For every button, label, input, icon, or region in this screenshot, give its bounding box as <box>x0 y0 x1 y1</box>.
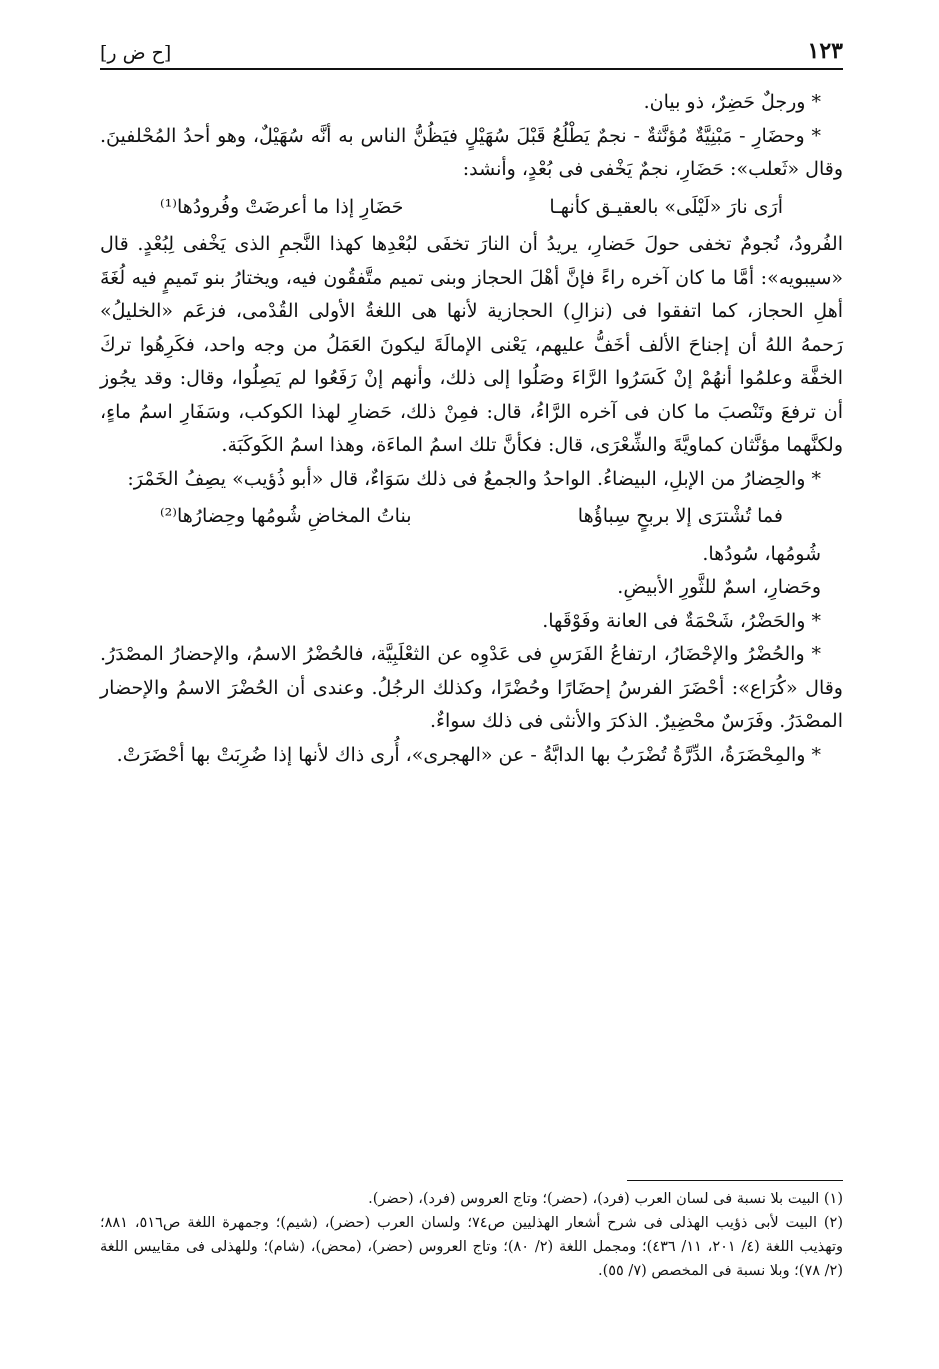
footnote: (٢) البيت لأبى ذؤيب الهذلى فى شرح أشعار الهذليين ص٧٤؛ ولسان العرب (حضر)، (شيم)؛ وجمهرة اللغة ص٥١٦، ٨٨١؛ وتهذيب اللغة (٤/ ٢٠١، ١١/ ٤٣٦)؛ ومجمل اللغة (٢/ ٨٠)؛ وتاج العروس (حضر)، (محض)، (شام)؛ وللهذلى فى مقاييس اللغة (٢/ ٧٨)؛ وبلا نسبة فى المخصص (٧/ ٥٥). <box>100 1215 843 1279</box>
footnotes <box>100 1180 843 1283</box>
root-letters: [ح ض ر] <box>100 42 172 64</box>
footnote: (١) البيت بلا نسبة فى لسان العرب (فرد)، (حضر)؛ وتاج العروس (فرد)، (حضر). <box>368 1191 843 1207</box>
page-number: ١٢٣ <box>807 38 843 64</box>
paragraph: * والحِضارُ من الإبلِ، البيضاءُ. الواحدُ والجمعُ فى ذلك سَوَاءٌ، قال «أبو ذُؤيب» يصِفُ الخَمْرَ: <box>127 467 821 490</box>
main-text <box>100 86 843 772</box>
paragraph: وحَضارِ، اسمٌ للثَّورِ الأبيضِ. <box>617 576 821 598</box>
page-header <box>100 30 843 70</box>
paragraph: * والحُضْرُ والإحْضَارُ، ارتفاعُ الفَرَسِ فى عَدْوِه عن الثعْلَبِيَّة، فالحُضْرُ الاسمُ، والإحضارُ المصْدَرُ. وقال «كُرَاع»: أحْضَرَ الفرسُ إحضَارًا وحُضْرًا، وكذلك الرجُلُ. وعندى أن الحُضْرَ الاسمُ والإحضار المصْدَرُ. وفَرَسٌ محْضِيرٌ. الذكرَ والأنثى فى ذلك سواءٌ. <box>100 643 843 732</box>
verse-hemistich-right: فما تُشْترَى إلا بربحٍ سِباؤُها <box>577 505 783 527</box>
paragraph: * والحَضْرُ، شَحْمَةٌ فى العانة وفَوْقَها. <box>542 609 821 632</box>
verse-hemistich-left: بناتُ المخاضِ شُومُها وحِضارُها⁽²⁾ <box>160 505 412 527</box>
paragraph: * والمِحْضَرَةُ، الدِّرَّةُ تُضْرَبُ بها الدابَّةُ - عن «الهجرى»، أُرى ذاك لأنها إذا ضُرِبَتْ بها أحْضَرَتْ. <box>116 743 821 766</box>
paragraph: الفُرودُ، نُجومٌ تخفى حولَ حَضارِ، يريدُ أن النارَ تخفَى لبُعْدِها كهذا النَّجمِ الذى يَخْفى لِبُعْدٍ. قال «سيبويه»: أمَّا ما كان آخره راءً فإنَّ أهْلَ الحجاز وبنى تميم متَّفقُون فيه، ويختارُ بنو تَميمٍ فيه لُغَةَ أهلِ الحجاز، كما اتفقوا فى (نزالِ) الحجازية لأنها هى اللغةُ الأولى القُدْمى، فزعَم «الخليلُ» رَحمهُ اللهُ أن إجناحَ الألف أخَفُّ عليهم، يَعْنى الإمالَةَ ليكونَ العَمَلُ من وجه واحد، فكَرِهُوا تركَ الخفَّة وعلمُوا أنهُمْ إنْ كَسَرُوا الرَّاءَ وصَلُوا إلى ذلك، وأنهم إنْ رَفَعُوا لم يَصِلُوا، وقال: وقد يجُوز أن ترفعَ وتَنْصبَ ما كان فى آخره الرَّاءُ، قال: فمِنْ ذلك، حَضارِ لهذا الكوكب، وسَفَارِ اسمُ ماءٍ، ولكنَّهما مؤنَّثان كماويَّةَ والشِّعْرَى، قال: فكأنَّ تلك اسمُ الماءَة، وهذا اسمُ الكَوكَبَة. <box>100 233 843 456</box>
verse-line <box>100 496 843 538</box>
verse-hemistich-left: حَضَارِ إذا ما أعرضَتْ وفُرودُها⁽¹⁾ <box>160 195 404 218</box>
paragraph: * وحضَارِ - مَبْنِيَّةٌ مُؤنَّثةٌ - نجمٌ يَطْلُعُ قَبْلَ سُهَيْلٍ فيَظُنُّ الناس به أنَّه سُهَيْلٌ، وهو أحدُ المُحْلفينَ. وقال «ثَعلب»: حَضَارِ، نجمٌ يَخْفى فى بُعْدٍ، وأنشد: <box>100 124 843 180</box>
verse-hemistich-right: أرَى نارَ «لَيْلَى» بالعقيـق كأنهـا <box>549 195 783 218</box>
paragraph: * ورجلٌ حَضِرٌ، ذو بيان. <box>643 91 821 113</box>
paragraph: شُومُها، سُودُها. <box>702 542 821 565</box>
verse-line <box>100 187 843 229</box>
footnote-divider <box>627 1180 843 1181</box>
